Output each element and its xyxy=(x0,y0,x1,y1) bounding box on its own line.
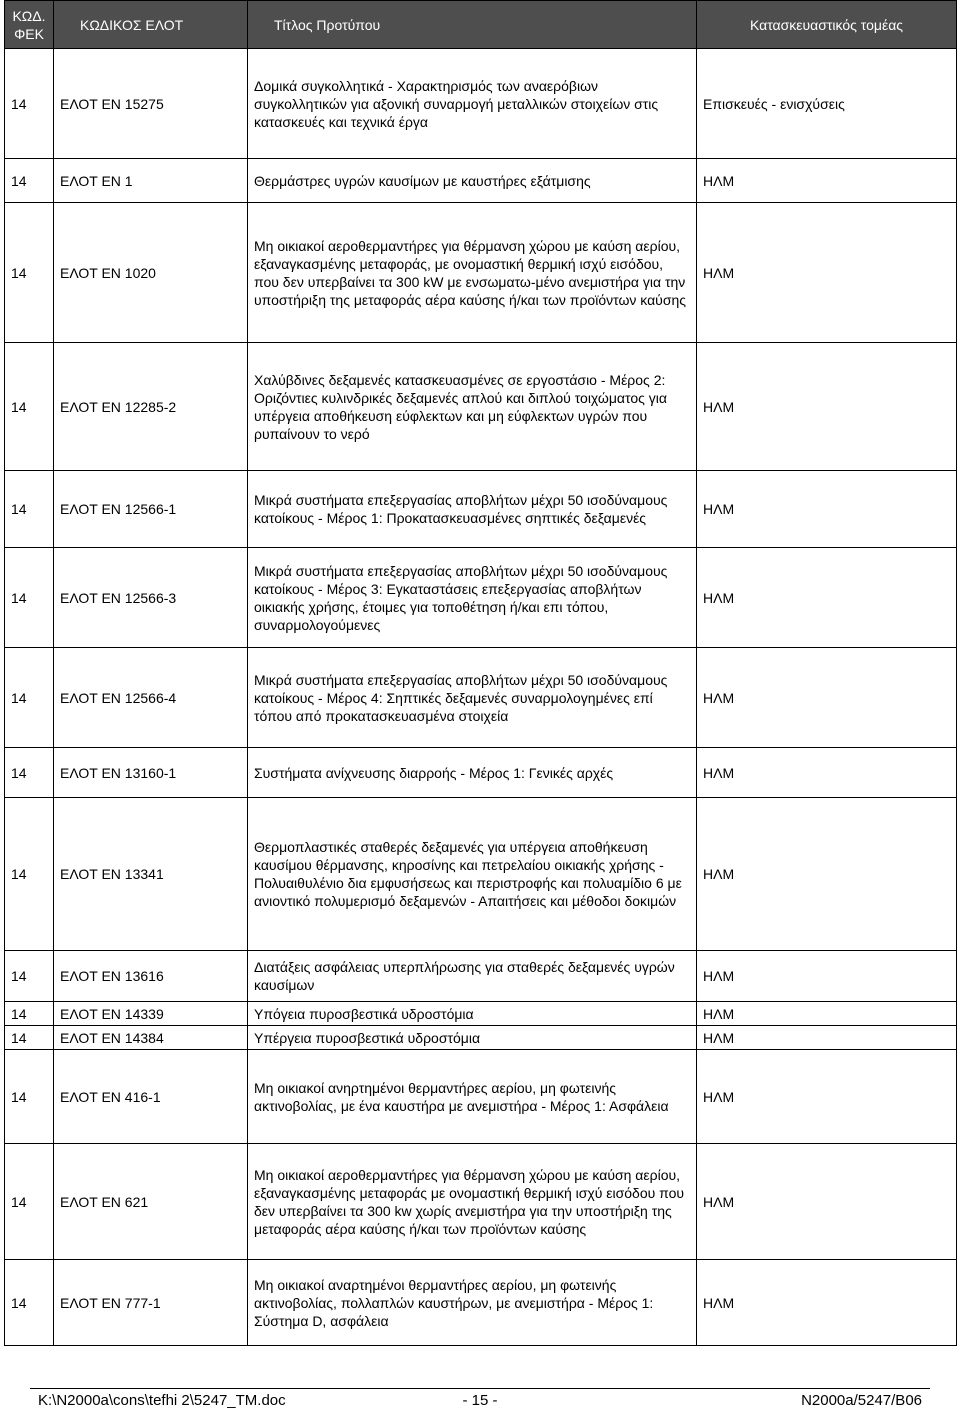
page-footer xyxy=(30,1388,930,1411)
elot-code: ΕΛΟΤ ΕΝ 15275 xyxy=(54,49,248,159)
elot-code: ΕΛΟΤ ΕΝ 12285-2 xyxy=(54,343,248,471)
elot-code: ΕΛΟΤ ΕΝ 13341 xyxy=(54,798,248,951)
table-row xyxy=(5,798,957,951)
construction-sector: ΗΛΜ xyxy=(697,798,957,951)
standard-title: Δομικά συγκολλητικά - Χαρακτηρισμός των αναερόβιων συγκολλητικών για αξονική συναρμογή μεταλλικών στοιχείων στις κατασκευές και τεχνικά έργα xyxy=(248,49,697,159)
construction-sector: ΗΛΜ xyxy=(697,548,957,648)
fek-code: 14 xyxy=(5,648,54,748)
construction-sector: ΗΛΜ xyxy=(697,1002,957,1026)
table-row xyxy=(5,1260,957,1346)
footer-document-ref: N2000a/5247/B06 xyxy=(801,1392,922,1409)
standard-title: Θερμάστρες υγρών καυσίμων με καυστήρες εξάτμισης xyxy=(248,159,697,203)
fek-code: 14 xyxy=(5,159,54,203)
standard-title: Μη οικιακοί αεροθερμαντήρες για θέρμανση χώρου με καύση αερίου, εξαναγκασμένης μεταφοράς με ονομαστική θερμική ισχύ εισόδου που δεν υπερβαίνει τα 300 kw χωρίς ανεμιστήρα για την υποστήριξη της μεταφοράς αέρα καύσης ή/και των προϊόντων καύσης xyxy=(248,1144,697,1260)
fek-code: 14 xyxy=(5,471,54,548)
construction-sector: ΗΛΜ xyxy=(697,159,957,203)
standard-title: Υπόγεια πυροσβεστικά υδροστόμια xyxy=(248,1002,697,1026)
fek-code: 14 xyxy=(5,798,54,951)
footer-file-path: K:\N2000a\cons\tefhi 2\5247_TM.doc xyxy=(38,1392,286,1409)
construction-sector: ΗΛΜ xyxy=(697,748,957,798)
construction-sector: ΗΛΜ xyxy=(697,471,957,548)
elot-code: ΕΛΟΤ ΕΝ 14339 xyxy=(54,1002,248,1026)
fek-code: 14 xyxy=(5,343,54,471)
standard-title: Χαλύβδινες δεξαμενές κατασκευασμένες σε εργοστάσιο - Μέρος 2: Οριζόντιες κυλινδρικές δεξαμενές απλού και διπλού τοιχώματος για υπέργεια αποθήκευση εύφλεκτων και μη εύφλεκτων υγρών που ρυπαίνουν το νερό xyxy=(248,343,697,471)
header-fek-code: ΚΩΔ. ΦΕΚ xyxy=(5,1,54,49)
table-header-row xyxy=(5,1,957,49)
construction-sector: Επισκευές - ενισχύσεις xyxy=(697,49,957,159)
fek-code: 14 xyxy=(5,548,54,648)
table-row xyxy=(5,159,957,203)
elot-code: ΕΛΟΤ ΕΝ 416-1 xyxy=(54,1050,248,1144)
standard-title: Μικρά συστήματα επεξεργασίας αποβλήτων μέχρι 50 ισοδύναμους κατοίκους - Μέρος 3: Εγκαταστάσεις επεξεργασίας αποβλήτων οικιακής χρήσης, έτοιμες για τοποθέτηση ή/και επι τόπου, συναρμολογούμενες xyxy=(248,548,697,648)
elot-code: ΕΛΟΤ ΕΝ 13616 xyxy=(54,951,248,1002)
elot-code: ΕΛΟΤ ΕΝ 14384 xyxy=(54,1026,248,1050)
standard-title: Μικρά συστήματα επεξεργασίας αποβλήτων μέχρι 50 ισοδύναμους κατοίκους - Μέρος 4: Σηπτικές δεξαμενές συναρμολογημένες επί τόπου από προκατασκευασμένα στοιχεία xyxy=(248,648,697,748)
footer-page-number: - 15 - xyxy=(462,1392,498,1409)
construction-sector: ΗΛΜ xyxy=(697,951,957,1002)
table-row xyxy=(5,471,957,548)
standard-title: Μικρά συστήματα επεξεργασίας αποβλήτων μέχρι 50 ισοδύναμους κατοίκους - Μέρος 1: Προκατασκευασμένες σηπτικές δεξαμενές xyxy=(248,471,697,548)
construction-sector: ΗΛΜ xyxy=(697,1026,957,1050)
standard-title: Μη οικιακοί ανηρτημένοι θερμαντήρες αερίου, μη φωτεινής ακτινοβολίας, με ένα καυστήρα με ανεμιστήρα - Μέρος 1: Ασφάλεια xyxy=(248,1050,697,1144)
fek-code: 14 xyxy=(5,1026,54,1050)
table-row xyxy=(5,748,957,798)
standard-title: Μη οικιακοί αναρτημένοι θερμαντήρες αερίου, μη φωτεινής ακτινοβολίας, πολλαπλών καυστήρων, με ανεμιστήρα - Μέρος 1: Σύστημα D, ασφάλεια xyxy=(248,1260,697,1346)
header-construction-sector: Κατασκευαστικός τομέας xyxy=(697,1,957,49)
construction-sector: ΗΛΜ xyxy=(697,1144,957,1260)
elot-code: ΕΛΟΤ ΕΝ 12566-1 xyxy=(54,471,248,548)
elot-code: ΕΛΟΤ ΕΝ 1 xyxy=(54,159,248,203)
elot-code: ΕΛΟΤ ΕΝ 13160-1 xyxy=(54,748,248,798)
fek-code: 14 xyxy=(5,1144,54,1260)
standards-table xyxy=(4,0,957,1346)
fek-code: 14 xyxy=(5,49,54,159)
fek-code: 14 xyxy=(5,203,54,343)
standard-title: Υπέργεια πυροσβεστικά υδροστόμια xyxy=(248,1026,697,1050)
table-row xyxy=(5,951,957,1002)
standard-title: Θερμοπλαστικές σταθερές δεξαμενές για υπέργεια αποθήκευση καυσίμου θέρμανσης, κηροσίνης και πετρελαίου οικιακής χρήσης - Πολυαιθυλένιο δια εμφυσήσεως και περιστροφής και πολυαμίδιο 6 με ανιοντικό πολυμερισμό δεξαμενών - Απαιτήσεις και μέθοδοι δοκιμών xyxy=(248,798,697,951)
fek-code: 14 xyxy=(5,748,54,798)
table-row xyxy=(5,1050,957,1144)
standard-title: Μη οικιακοί αεροθερμαντήρες για θέρμανση χώρου με καύση αερίου, εξαναγκασμένης μεταφοράς, με ονομαστική θερμική ισχύ εισόδου, που δεν υπερβαίνει τα 300 kW με ενσωματω-μένο ανεμιστήρα για την υποστήριξη της μεταφοράς αέρα καύσης ή/και των προϊόντων καύσης xyxy=(248,203,697,343)
fek-code: 14 xyxy=(5,1260,54,1346)
table-row xyxy=(5,49,957,159)
header-standard-title: Τίτλος Προτύπου xyxy=(248,1,697,49)
elot-code: ΕΛΟΤ ΕΝ 12566-3 xyxy=(54,548,248,648)
table-row xyxy=(5,1144,957,1260)
fek-code: 14 xyxy=(5,1002,54,1026)
elot-code: ΕΛΟΤ ΕΝ 621 xyxy=(54,1144,248,1260)
table-row xyxy=(5,1026,957,1050)
standard-title: Διατάξεις ασφάλειας υπερπλήρωσης για σταθερές δεξαμενές υγρών καυσίμων xyxy=(248,951,697,1002)
table-row xyxy=(5,648,957,748)
construction-sector: ΗΛΜ xyxy=(697,1260,957,1346)
table-row xyxy=(5,343,957,471)
elot-code: ΕΛΟΤ ΕΝ 12566-4 xyxy=(54,648,248,748)
construction-sector: ΗΛΜ xyxy=(697,343,957,471)
fek-code: 14 xyxy=(5,951,54,1002)
elot-code: ΕΛΟΤ ΕΝ 777-1 xyxy=(54,1260,248,1346)
standard-title: Συστήματα ανίχνευσης διαρροής - Μέρος 1: Γενικές αρχές xyxy=(248,748,697,798)
construction-sector: ΗΛΜ xyxy=(697,203,957,343)
table-row xyxy=(5,203,957,343)
construction-sector: ΗΛΜ xyxy=(697,1050,957,1144)
elot-code: ΕΛΟΤ ΕΝ 1020 xyxy=(54,203,248,343)
table-row xyxy=(5,548,957,648)
fek-code: 14 xyxy=(5,1050,54,1144)
construction-sector: ΗΛΜ xyxy=(697,648,957,748)
header-elot-code: ΚΩΔΙΚΟΣ ΕΛΟΤ xyxy=(54,1,248,49)
table-row xyxy=(5,1002,957,1026)
